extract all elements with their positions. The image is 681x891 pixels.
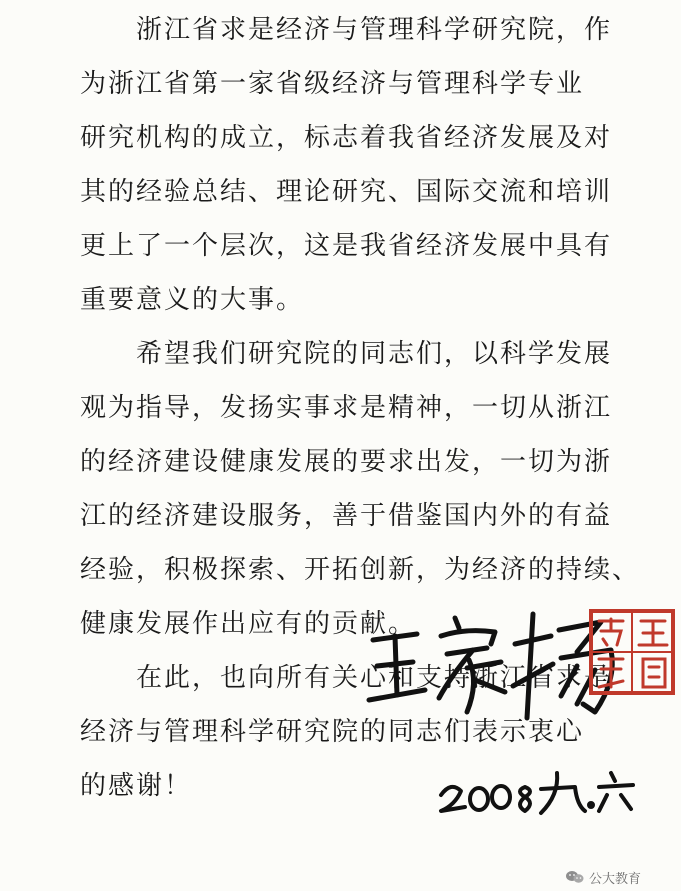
text-line: 江的经济建设服务，善于借鉴国内外的有益: [80, 501, 613, 531]
watermark-text: 公大教育: [589, 871, 642, 887]
text-line: 研究机构的成立，标志着我省经济发展及对: [80, 123, 613, 153]
text-line: 浙江省求是经济与管理科学研究院，作: [136, 15, 613, 45]
text-line: 经济与管理科学研究院的同志们表示衷心: [80, 717, 585, 747]
text-line: 观为指导，发扬实事求是精神，一切从浙江: [80, 393, 613, 423]
text-line: 重要意义的大事。: [80, 285, 305, 315]
wechat-icon: [565, 870, 585, 884]
handwritten-date: [435, 765, 635, 825]
red-seal-stamp: [587, 607, 677, 697]
text-line: 其的经验总结、理论研究、国际交流和培训: [80, 177, 613, 207]
text-line: 经验，积极探索、开拓创新，为经济的持续、: [80, 555, 641, 585]
paragraph-1: [80, 3, 620, 327]
text-line: 的经济建设健康发展的要求出发，一切为浙: [80, 447, 613, 477]
text-line: 健康发展作出应有的贡献。: [80, 609, 417, 639]
text-line: 希望我们研究院的同志们，以科学发展: [136, 339, 613, 369]
text-line: 为浙江省第一家省级经济与管理科学专业: [80, 69, 585, 99]
text-line: 在此，也向所有关心和支持浙江省求是: [136, 663, 613, 693]
text-line: 的感谢！: [80, 771, 193, 801]
source-watermark: [565, 866, 641, 888]
handwritten-signature: [355, 600, 625, 730]
text-line: 更上了一个层次，这是我省经济发展中具有: [80, 231, 613, 261]
